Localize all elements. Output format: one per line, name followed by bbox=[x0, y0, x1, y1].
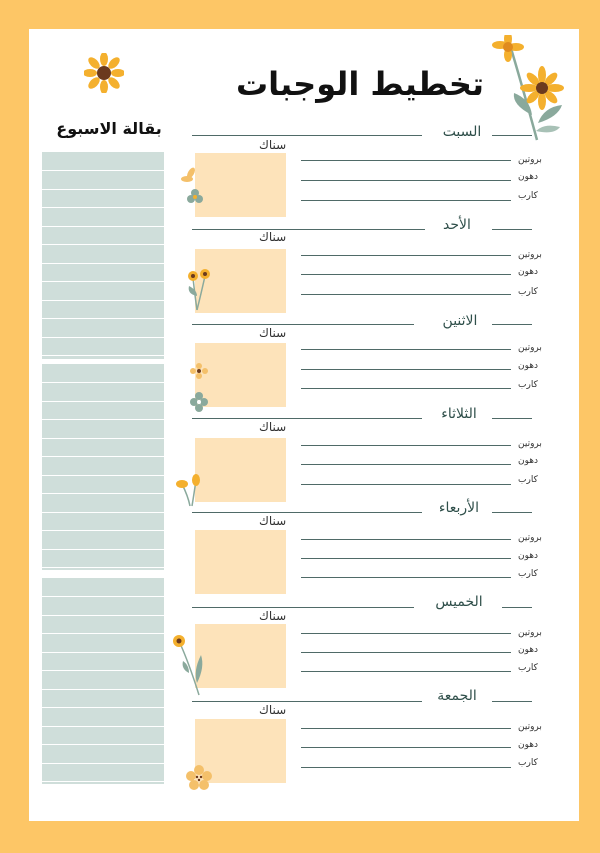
grocery-box-1 bbox=[42, 152, 164, 359]
flower-icon bbox=[171, 633, 207, 697]
grocery-line[interactable] bbox=[42, 763, 164, 764]
grocery-list-title: بقالة الاسبوع bbox=[56, 119, 162, 138]
day-title: الأحد bbox=[443, 217, 471, 233]
page-title: تخطيط الوجبات bbox=[235, 65, 484, 103]
macro-label: دهون bbox=[518, 172, 539, 182]
grocery-line[interactable] bbox=[42, 689, 164, 690]
grocery-line[interactable] bbox=[42, 281, 164, 282]
grocery-line[interactable] bbox=[42, 337, 164, 338]
macro-label: بروتين bbox=[518, 439, 542, 449]
grocery-line[interactable] bbox=[42, 512, 164, 513]
grocery-line[interactable] bbox=[42, 744, 164, 745]
flower-icon bbox=[181, 167, 207, 207]
grocery-line[interactable] bbox=[42, 355, 164, 356]
snack-box[interactable] bbox=[195, 438, 286, 502]
macro-label: بروتين bbox=[518, 250, 542, 260]
flower-icon bbox=[183, 266, 213, 312]
macro-label: كارب bbox=[518, 663, 538, 673]
sunflower-branch-icon bbox=[492, 35, 567, 147]
grocery-line[interactable] bbox=[42, 549, 164, 550]
day-title: السبت bbox=[442, 124, 482, 140]
macro-label: كارب bbox=[518, 191, 538, 201]
macro-label: دهون bbox=[518, 267, 539, 277]
snack-label: سناك bbox=[259, 609, 287, 623]
macro-label: كارب bbox=[518, 569, 538, 579]
snack-box[interactable] bbox=[195, 153, 286, 217]
grocery-box-2 bbox=[42, 364, 164, 570]
snack-label: سناك bbox=[259, 420, 287, 434]
grocery-line[interactable] bbox=[42, 781, 164, 782]
macro-label: بروتين bbox=[518, 628, 542, 638]
macro-label: كارب bbox=[518, 758, 538, 768]
day-title: الثلاثاء bbox=[441, 406, 477, 422]
day-title: الأربعاء bbox=[438, 500, 480, 516]
flower-icon bbox=[174, 474, 204, 508]
grocery-line[interactable] bbox=[42, 530, 164, 531]
grocery-line[interactable] bbox=[42, 170, 164, 171]
grocery-line[interactable] bbox=[42, 633, 164, 634]
grocery-line[interactable] bbox=[42, 567, 164, 568]
grocery-line[interactable] bbox=[42, 652, 164, 653]
sunflower-icon bbox=[84, 53, 124, 93]
macro-label: كارب bbox=[518, 475, 538, 485]
snack-label: سناك bbox=[259, 326, 287, 340]
grocery-line[interactable] bbox=[42, 300, 164, 301]
grocery-line[interactable] bbox=[42, 318, 164, 319]
grocery-line[interactable] bbox=[42, 401, 164, 402]
flower-icon bbox=[186, 765, 212, 791]
grocery-line[interactable] bbox=[42, 475, 164, 476]
macro-label: بروتين bbox=[518, 722, 542, 732]
planner-page bbox=[29, 29, 579, 821]
macro-label: بروتين bbox=[518, 155, 542, 165]
macro-label: دهون bbox=[518, 361, 539, 371]
macro-label: دهون bbox=[518, 551, 539, 561]
macro-label: بروتين bbox=[518, 533, 542, 543]
grocery-line[interactable] bbox=[42, 244, 164, 245]
day-title: الخميس bbox=[435, 594, 483, 610]
flower-icon bbox=[189, 362, 209, 414]
snack-label: سناك bbox=[259, 514, 287, 528]
grocery-line[interactable] bbox=[42, 419, 164, 420]
grocery-line[interactable] bbox=[42, 438, 164, 439]
macro-label: دهون bbox=[518, 456, 539, 466]
grocery-line[interactable] bbox=[42, 263, 164, 264]
macro-label: كارب bbox=[518, 287, 538, 297]
grocery-line[interactable] bbox=[42, 726, 164, 727]
macro-label: بروتين bbox=[518, 343, 542, 353]
day-title: الاثنين bbox=[442, 313, 478, 329]
grocery-line[interactable] bbox=[42, 382, 164, 383]
grocery-line[interactable] bbox=[42, 456, 164, 457]
snack-label: سناك bbox=[259, 230, 287, 244]
grocery-line[interactable] bbox=[42, 615, 164, 616]
grocery-line[interactable] bbox=[42, 596, 164, 597]
snack-label: سناك bbox=[259, 703, 287, 717]
grocery-line[interactable] bbox=[42, 493, 164, 494]
grocery-box-3 bbox=[42, 578, 164, 784]
grocery-line[interactable] bbox=[42, 189, 164, 190]
macro-label: دهون bbox=[518, 740, 539, 750]
macro-label: كارب bbox=[518, 380, 538, 390]
grocery-line[interactable] bbox=[42, 207, 164, 208]
day-title: الجمعة bbox=[437, 688, 477, 704]
snack-box[interactable] bbox=[195, 530, 286, 594]
grocery-line[interactable] bbox=[42, 670, 164, 671]
snack-box[interactable] bbox=[195, 624, 286, 688]
grocery-line[interactable] bbox=[42, 707, 164, 708]
snack-label: سناك bbox=[259, 138, 287, 152]
grocery-line[interactable] bbox=[42, 226, 164, 227]
macro-label: دهون bbox=[518, 645, 539, 655]
